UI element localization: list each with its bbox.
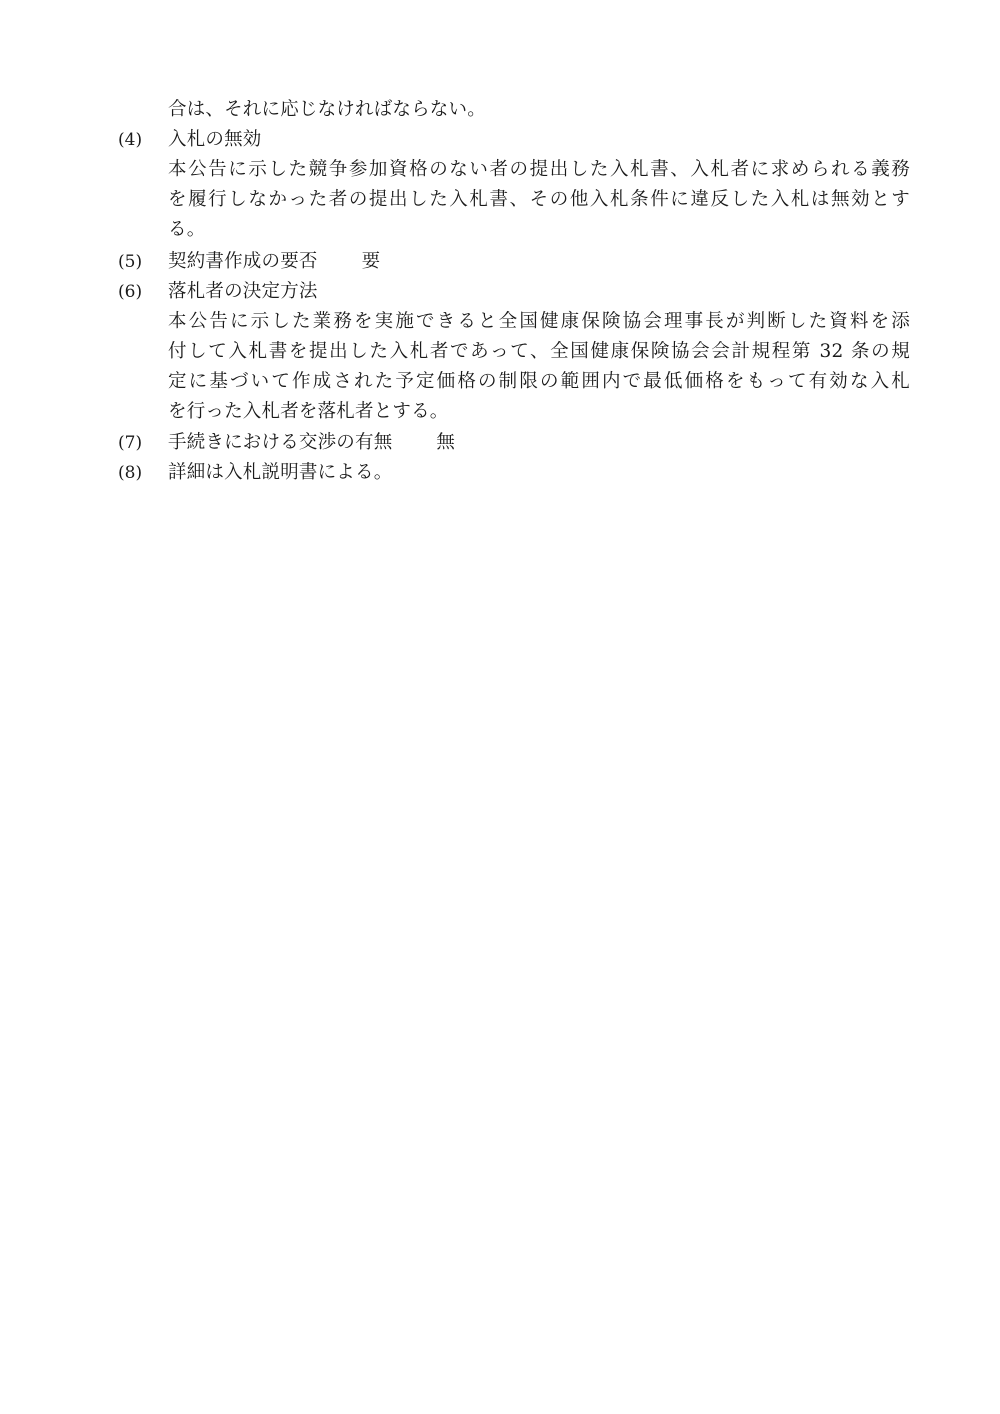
item-7-heading: 手続きにおける交渉の有無	[168, 432, 393, 453]
item-5-heading: 契約書作成の要否	[168, 251, 318, 272]
item-6-heading: 落札者の決定方法	[168, 281, 318, 302]
item-4-body-line-2: を履行しなかった者の提出した入札書、その他入札条件に違反した入札は無効とす	[168, 189, 910, 210]
item-4-body-line-1: 本公告に示した競争参加資格のない者の提出した入札書、入札者に求められる義務	[168, 159, 910, 180]
item-6-body-line-4: を行った入札者を落札者とする。	[168, 401, 449, 422]
item-8-heading: 詳細は入札説明書による。	[168, 462, 393, 483]
item-7-row	[168, 428, 910, 458]
item-7-value: 無	[436, 432, 456, 453]
item-8-number: (8)	[118, 463, 143, 483]
item-7-number: (7)	[118, 433, 143, 453]
item-6-body-line-1: 本公告に示した業務を実施できると全国健康保険協会理事長が判断した資料を添	[168, 311, 911, 332]
item-5-number: (5)	[118, 252, 143, 272]
item-4-number: (4)	[118, 130, 143, 150]
item-6-body-line-3: 定に基づいて作成された予定価格の制限の範囲内で最低価格をもって有効な入札	[168, 371, 911, 392]
item-6-number: (6)	[118, 282, 143, 302]
item-6-body-line-2: 付して入札書を提出した入札者であって、全国健康保険協会会計規程第 32 条の規	[168, 341, 910, 362]
item-5-row	[168, 247, 910, 277]
continuation-text: 合は、それに応じなければならない。	[168, 99, 486, 120]
item-4-body-line-3: る。	[168, 219, 206, 240]
item-4-heading: 入札の無効	[168, 129, 262, 150]
item-5-value: 要	[361, 251, 381, 272]
